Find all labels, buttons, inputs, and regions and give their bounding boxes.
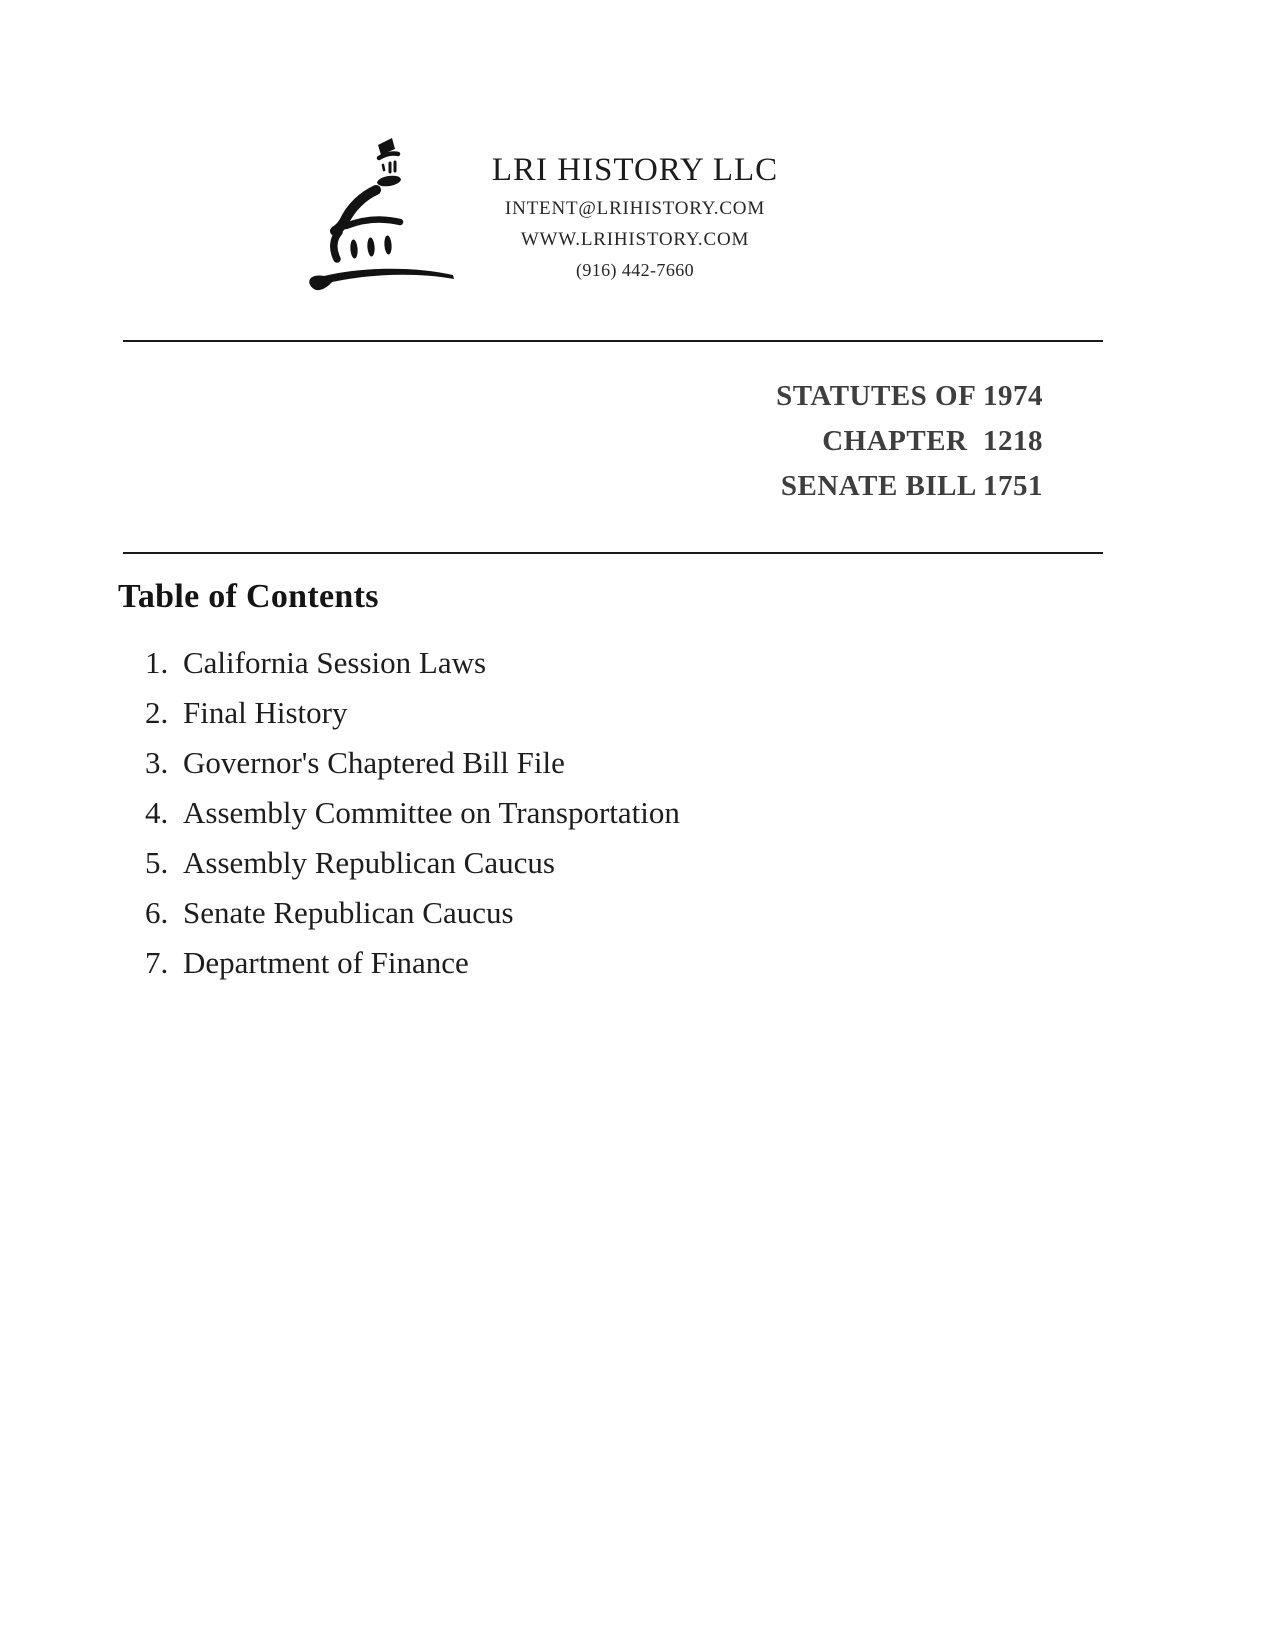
chapter-line: CHAPTER 1218 xyxy=(822,425,1043,457)
company-email: INTENT@LRIHISTORY.COM xyxy=(504,198,766,219)
toc-item-number: 5. xyxy=(145,845,169,880)
senate-bill-line: SENATE BILL 1751 xyxy=(780,470,1043,502)
toc-item-label: Department of Finance xyxy=(183,945,469,980)
toc-item-number: 2. xyxy=(145,695,169,730)
toc-item-number: 6. xyxy=(145,895,169,930)
toc-item-number: 3. xyxy=(145,745,169,780)
toc-item xyxy=(145,888,680,938)
toc-item-number: 4. xyxy=(145,795,169,830)
statutes-line: STATUTES OF 1974 xyxy=(776,380,1043,412)
company-phone: (916) 442-7660 xyxy=(575,260,695,280)
toc-item-label: Governor's Chaptered Bill File xyxy=(183,745,565,780)
toc-item xyxy=(145,738,680,788)
letterhead xyxy=(405,152,865,281)
divider-middle xyxy=(123,552,1103,554)
case-header xyxy=(776,374,1043,509)
toc-heading: Table of Contents xyxy=(118,578,379,615)
company-website: WWW.LRIHISTORY.COM xyxy=(520,229,750,250)
toc-item-number: 7. xyxy=(145,945,169,980)
company-name: LRI HISTORY LLC xyxy=(491,152,779,188)
toc-item-label: California Session Laws xyxy=(183,645,487,680)
toc-item xyxy=(145,638,680,688)
toc-item xyxy=(145,688,680,738)
toc-item xyxy=(145,838,680,888)
toc-item-label: Final History xyxy=(183,695,348,730)
toc-item-label: Assembly Committee on Transportation xyxy=(183,795,680,830)
toc-item-number: 1. xyxy=(145,645,169,680)
toc-item-label: Senate Republican Caucus xyxy=(183,895,514,930)
toc-item xyxy=(145,788,680,838)
toc-item xyxy=(145,938,680,988)
divider-top xyxy=(123,340,1103,342)
toc-list xyxy=(145,638,680,988)
toc-item-label: Assembly Republican Caucus xyxy=(183,845,555,880)
